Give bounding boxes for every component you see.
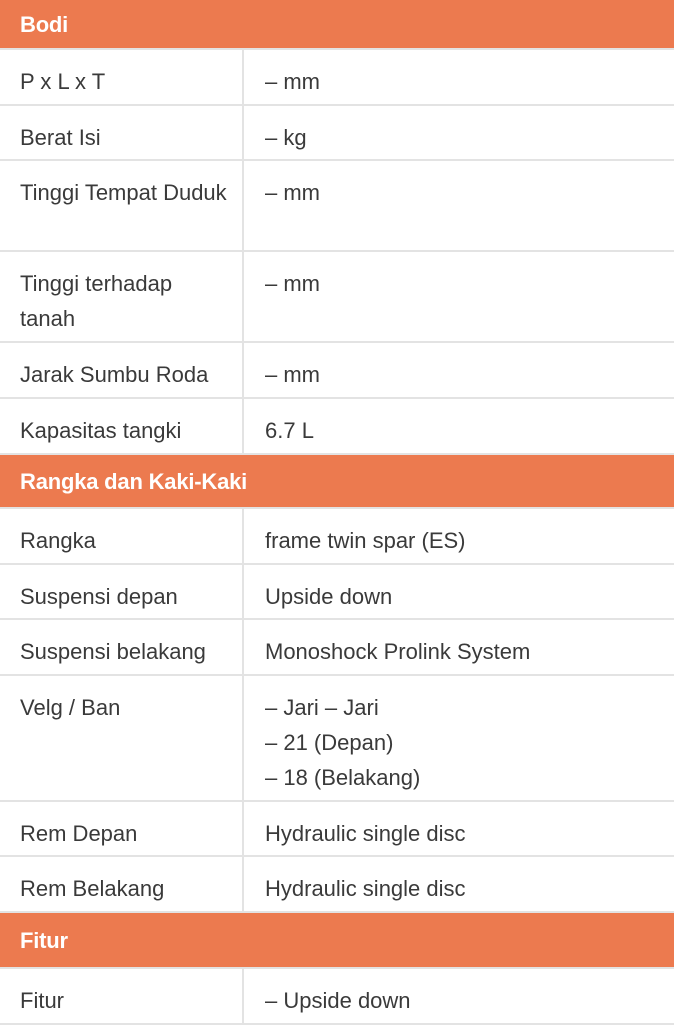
value-line: 6.7 L bbox=[265, 418, 314, 443]
row-value bbox=[244, 565, 674, 618]
value-line: – mm bbox=[265, 271, 320, 296]
row-value bbox=[244, 343, 674, 397]
table-row bbox=[0, 343, 674, 399]
row-label: Velg / Ban bbox=[0, 676, 244, 800]
row-label: Tinggi Tempat Duduk bbox=[0, 161, 244, 250]
row-label: Suspensi belakang bbox=[0, 620, 244, 674]
table-row bbox=[0, 509, 674, 565]
row-value bbox=[244, 106, 674, 159]
table-row bbox=[0, 50, 674, 106]
value-line: – mm bbox=[265, 69, 320, 94]
table-row bbox=[0, 969, 674, 1025]
value-line: Hydraulic single disc bbox=[265, 821, 466, 846]
row-value bbox=[244, 509, 674, 563]
table-row bbox=[0, 399, 674, 455]
section-header-fitur: Fitur bbox=[0, 913, 674, 969]
section-header-rangka: Rangka dan Kaki-Kaki bbox=[0, 455, 674, 509]
value-line: – Upside down bbox=[265, 988, 411, 1013]
value-line: – mm bbox=[265, 180, 320, 205]
table-row bbox=[0, 565, 674, 620]
value-line: – mm bbox=[265, 362, 320, 387]
value-line: Monoshock Prolink System bbox=[265, 639, 531, 664]
row-label: Berat Isi bbox=[0, 106, 244, 159]
table-row bbox=[0, 106, 674, 161]
value-line: – Jari – Jari bbox=[265, 695, 379, 720]
row-value bbox=[244, 50, 674, 104]
row-label: Jarak Sumbu Roda bbox=[0, 343, 244, 397]
value-line: – kg bbox=[265, 125, 307, 150]
value-line: Upside down bbox=[265, 584, 393, 609]
value-line: – 18 (Belakang) bbox=[265, 765, 421, 790]
row-value bbox=[244, 857, 674, 911]
row-label: Kapasitas tangki bbox=[0, 399, 244, 453]
row-label: Tinggi terhadap tanah bbox=[0, 252, 244, 341]
row-label: Rem Belakang bbox=[0, 857, 244, 911]
row-value bbox=[244, 802, 674, 855]
value-line: Hydraulic single disc bbox=[265, 876, 466, 901]
table-row bbox=[0, 857, 674, 913]
row-value bbox=[244, 252, 674, 341]
row-label: Fitur bbox=[0, 969, 244, 1023]
table-row bbox=[0, 161, 674, 252]
table-row bbox=[0, 252, 674, 343]
row-label: Suspensi depan bbox=[0, 565, 244, 618]
table-row bbox=[0, 620, 674, 676]
row-value bbox=[244, 399, 674, 453]
table-row bbox=[0, 802, 674, 857]
value-line: frame twin spar (ES) bbox=[265, 528, 466, 553]
section-header-bodi: Bodi bbox=[0, 0, 674, 50]
table-row bbox=[0, 676, 674, 802]
row-label: Rem Depan bbox=[0, 802, 244, 855]
row-value bbox=[244, 161, 674, 250]
value-line: – 21 (Depan) bbox=[265, 730, 394, 755]
row-value bbox=[244, 620, 674, 674]
row-label: P x L x T bbox=[0, 50, 244, 104]
row-value bbox=[244, 969, 674, 1023]
row-value bbox=[244, 676, 674, 800]
row-label: Rangka bbox=[0, 509, 244, 563]
